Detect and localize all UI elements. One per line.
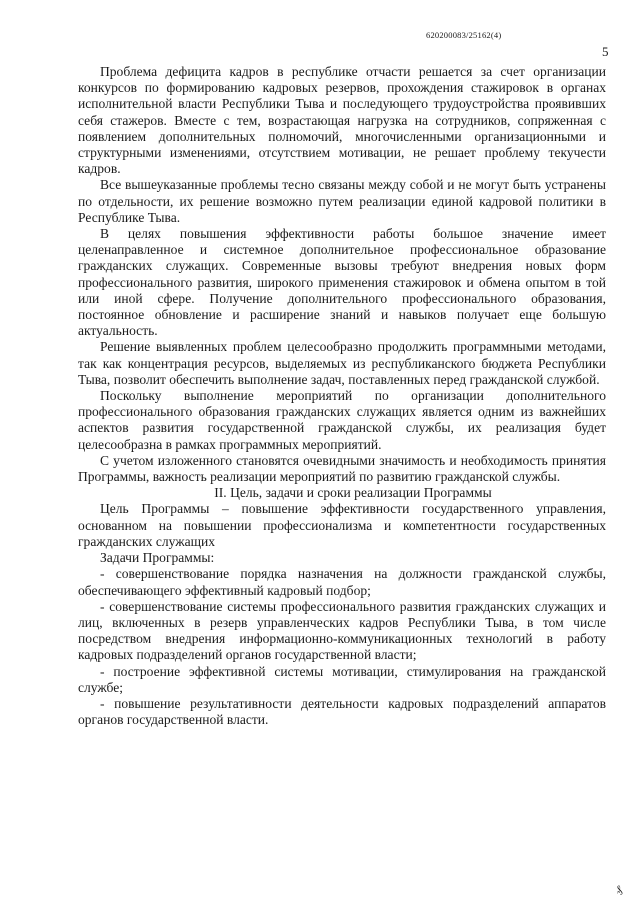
task-item: - совершенствование порядка назначения на должности гражданской службы, обеспечивающего эффективный кадровый подбор; bbox=[78, 566, 606, 598]
paragraph: Решение выявленных проблем целесообразно продолжить программными методами, так как концентрация ресурсов, выделяемых из республиканского бюджета Республики Тыва, позволит обеспечить выполнение задач, поставленных перед гражданской службой. bbox=[78, 339, 606, 387]
tasks-heading: Задачи Программы: bbox=[100, 550, 215, 566]
goal-paragraph: Цель Программы – повышение эффективности государственного управления, основанном на повышении профессионализма и компетентности государственных гражданских служащих bbox=[78, 501, 606, 549]
page-number: 5 bbox=[602, 44, 609, 59]
handwritten-mark: ₰ bbox=[614, 883, 624, 897]
doc-code: 620200083/25162(4) bbox=[426, 30, 502, 40]
document-body bbox=[78, 64, 606, 728]
paragraph: Проблема дефицита кадров в республике отчасти решается за счет организации конкурсов по формированию кадровых резервов, прохождения стажировок в органах исполнительной власти Республики Тыва и последующего трудоустройства проявивших себя стажеров. Вместе с тем, возрастающая нагрузка на сотрудников, сопряженная с появлением дополнительных полномочий, многочисленными организационными и структурными изменениями, отсутствием мотивации, не решает проблему текучести кадров. bbox=[78, 64, 606, 177]
paragraph: Все вышеуказанные проблемы тесно связаны между собой и не могут быть устранены по отдельности, их решение возможно путем реализации единой кадровой политики в Республике Тыва. bbox=[78, 177, 606, 225]
task-item: - повышение результативности деятельности кадровых подразделений аппаратов органов государственной власти. bbox=[78, 695, 606, 728]
paragraph: В целях повышения эффективности работы большое значение имеет целенаправленное и системное дополнительное профессиональное образование гражданских служащих. Современные вызовы требуют внедрения новых форм профессионального развития, широкого применения стажировок и обмена опытом в той или иной сфере. Получение дополнительного профессионального образования, постоянное обновление и расширение знаний и навыков получает еще большую актуальность. bbox=[78, 226, 606, 339]
paragraph: Поскольку выполнение мероприятий по организации дополнительного профессионального образования гражданских служащих является одним из важнейших аспектов развития государственной гражданской службы, их реализация будет целесообразна в рамках программных мероприятий. bbox=[78, 388, 606, 452]
paragraph: С учетом изложенного становятся очевидными значимость и необходимость принятия Программы, важность реализации мероприятий по развитию гражданской службы. bbox=[78, 452, 606, 485]
task-item: - совершенствование системы профессионального развития гражданских служащих и лиц, включенных в резерв управленческих кадров Республики Тыва, в том числе посредством внедрения информационно-коммуникационных технологий в работу кадровых подразделений органов государственной власти; bbox=[78, 598, 606, 663]
task-item: - построение эффективной системы мотивации, стимулирования на гражданской службе; bbox=[78, 663, 606, 695]
section-heading: II. Цель, задачи и сроки реализации Программы bbox=[214, 485, 492, 501]
